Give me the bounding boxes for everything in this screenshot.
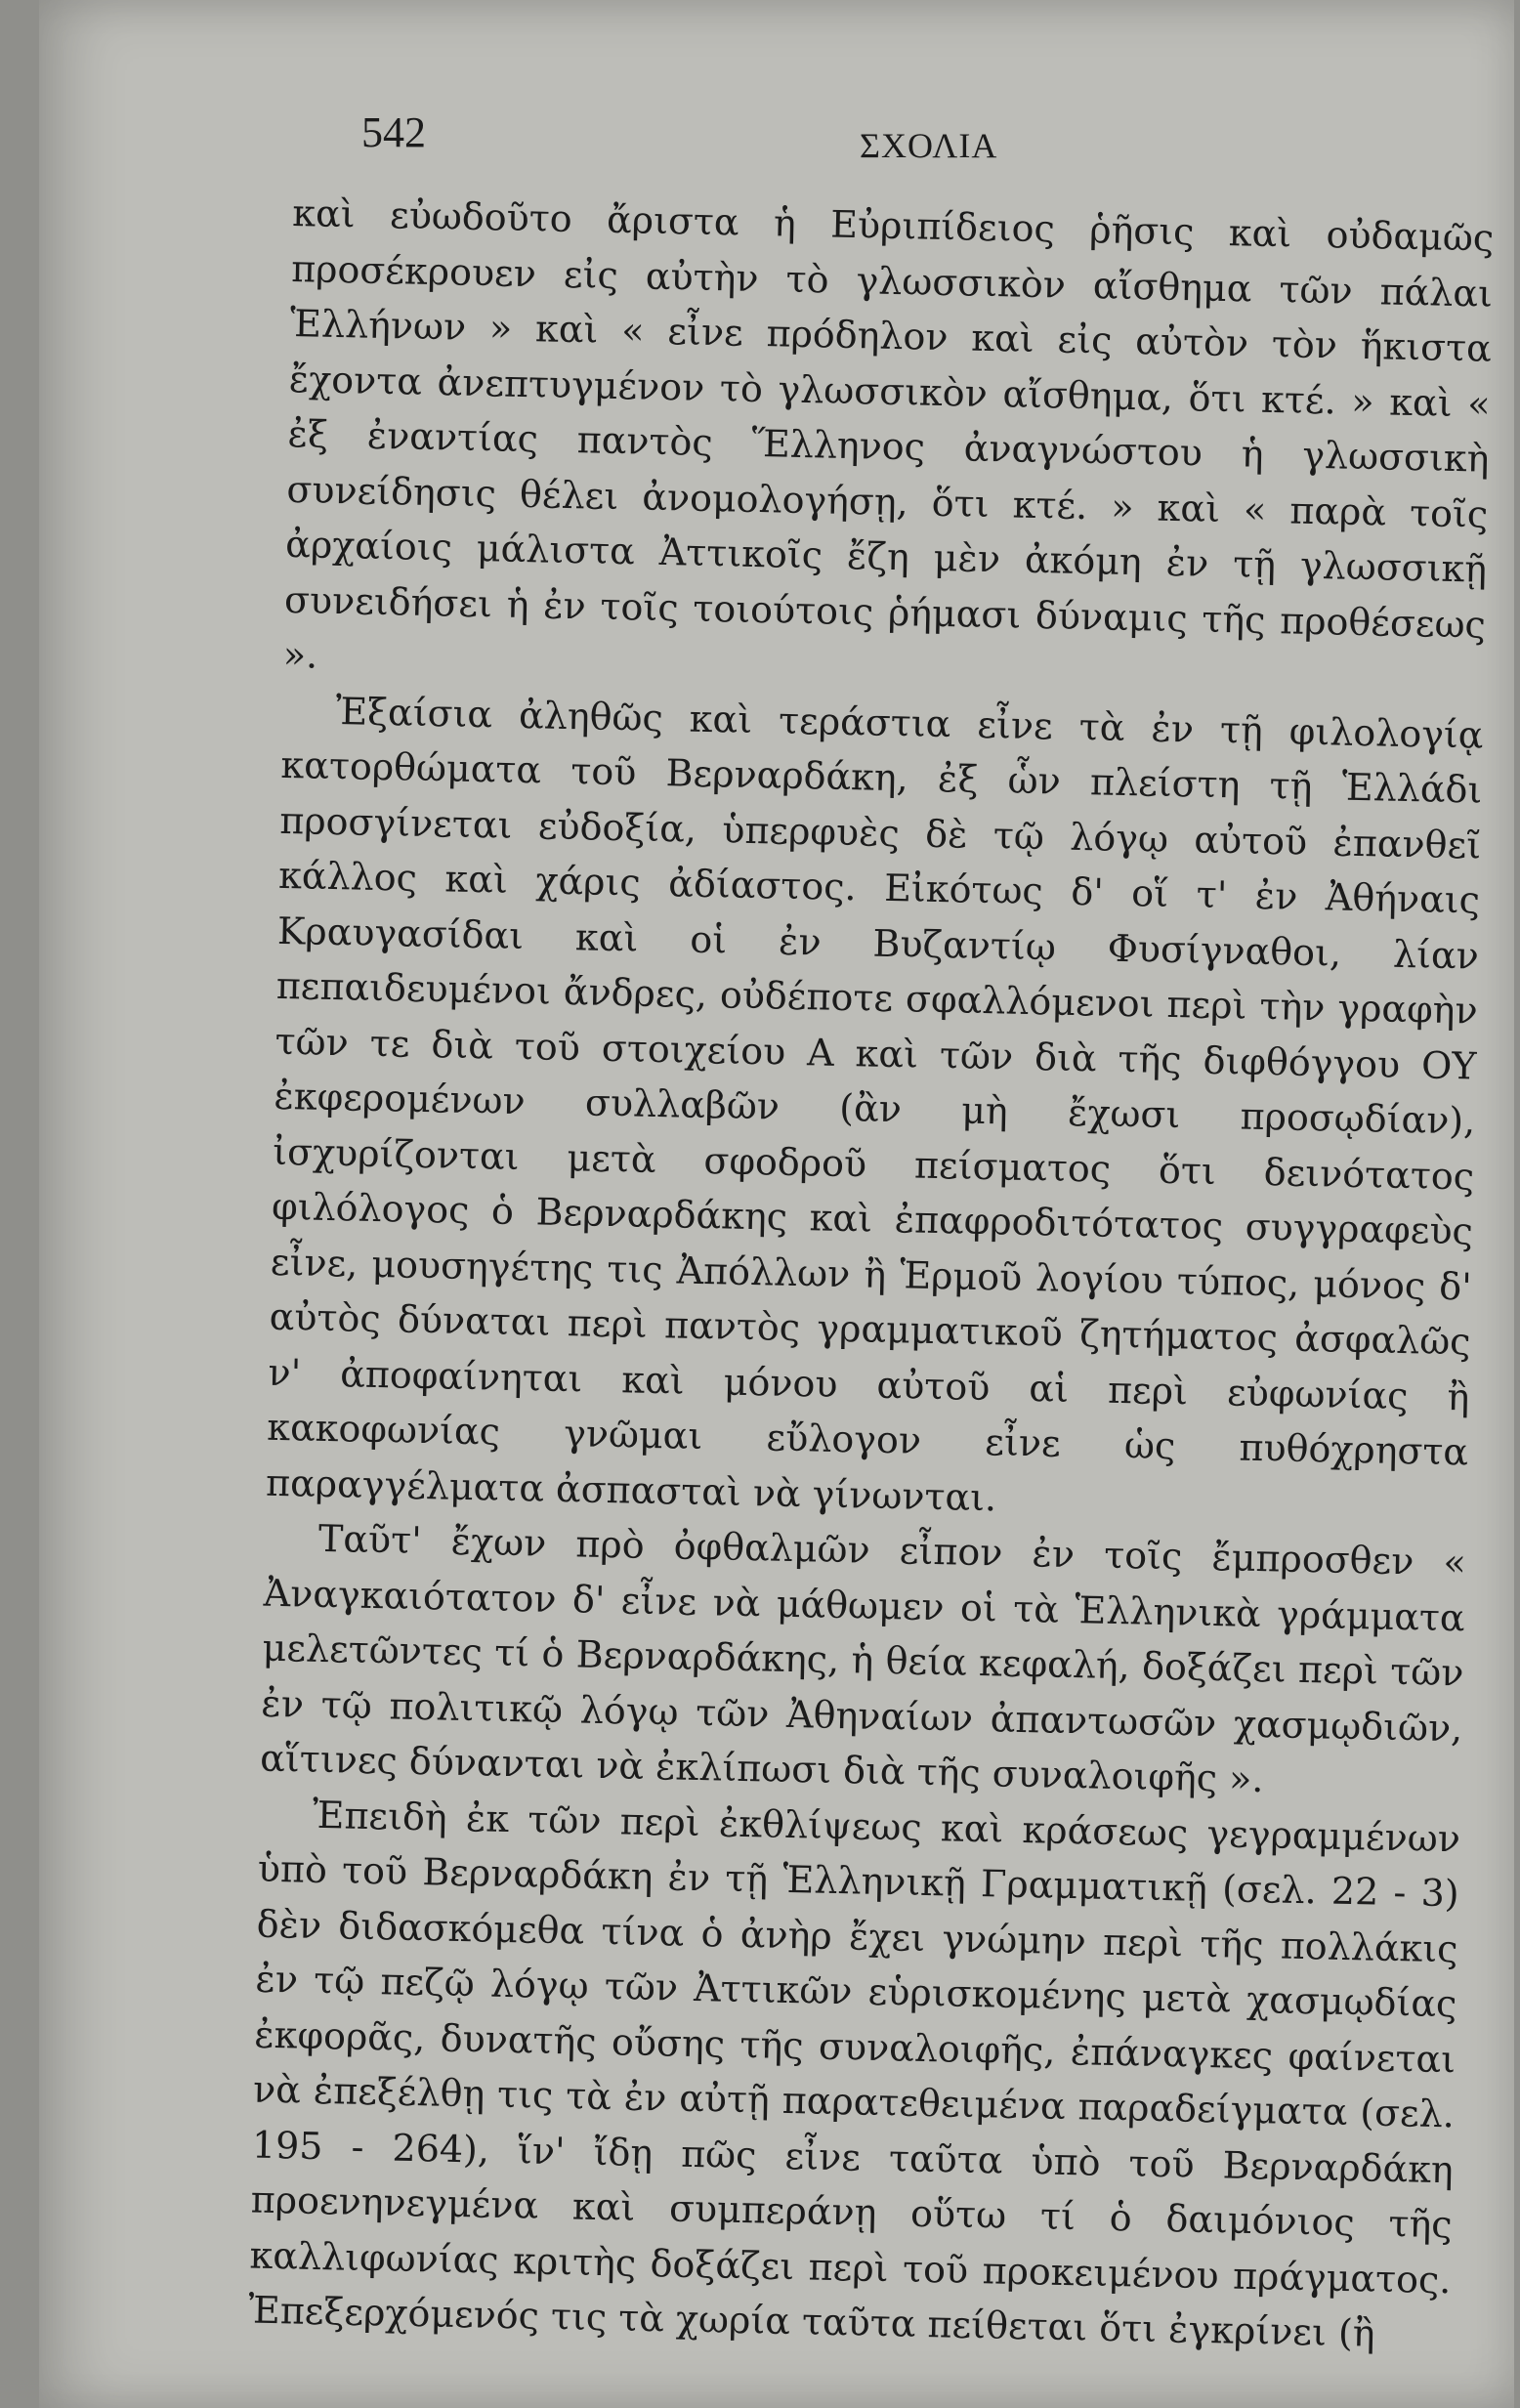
- page-content: [247, 98, 1504, 2355]
- page-header: [293, 98, 1504, 186]
- paragraph: Ἐπειδὴ ἐκ τῶν περὶ ἐκθλίψεως καὶ κράσεως γεγραμμένων ὑπὸ τοῦ Βερναρδάκη ἐν τῇ Ἑλληνικῇ Γραμματικῇ (σελ. 22 - 3) δὲν διδασκόμεθα τίνα ὁ ἀνὴρ ἔχει γνώμην περὶ τῆς πολλάκις ἐν τῷ πεζῷ λόγῳ τῶν Ἀττικῶν εὑρισκομένης μετὰ χασμῳδίας ἐκφορᾶς, δυνατῆς οὔσης τῆς συναλοιφῆς, ἐπάναγκες φαίνεται νὰ ἐπεξέλθῃ τις τὰ ἐν αὐτῇ παρατεθειμένα παραδείγματα (σελ. 195 - 264), ἵν' ἴδῃ πῶς εἶνε ταῦτα ὑπὸ τοῦ Βερναρδάκη προενηνεγμένα καὶ συμπεράνῃ οὕτω τί ὁ δαιμόνιος τῆς καλλιφωνίας κριτὴς δοξάζει περὶ τοῦ προκειμένου πράγματος. Ἐπεξερχόμενός τις τὰ χωρία ταῦτα πείθεται ὅτι ἐγκρίνει (ἢ: [247, 1793, 1461, 2355]
- book-page: [39, 0, 1514, 2408]
- page-body: [248, 186, 1495, 2363]
- page-number: 542: [361, 108, 426, 156]
- paragraph: καὶ εὐωδοῦτο ἄριστα ἡ Εὐριπίδειος ῥῆσις καὶ οὐδαμῶς προσέκρουεν εἰς αὐτὴν τὸ γλωσσικὸν αἴσθημα τῶν πάλαι Ἑλλήνων » καὶ « εἶνε πρόδηλον καὶ εἰς αὐτὸν τὸν ἥκιστα ἔχοντα ἀνεπτυγμένον τὸ γλωσσικὸν αἴσθημα, ὅτι κτέ. » καὶ « ἐξ ἐναντίας παντὸς Ἕλληνος ἀναγνώστου ἡ γλωσσικὴ συνείδησις θέλει ἀνομολογήσῃ, ὅτι κτέ. » καὶ « παρὰ τοῖς ἀρχαίοις μάλιστα Ἀττικοῖς ἔζη μὲν ἀκόμη ἐν τῇ γλωσσικῇ συνειδήσει ἡ ἐν τοῖς τοιούτοις ῥήμασι δύναμις τῆς προθέσεως ».: [282, 190, 1495, 677]
- paragraph: Ταῦτ' ἔχων πρὸ ὀφθαλμῶν εἶπον ἐν τοῖς ἔμπροσθεν « Ἀναγκαιότατον δ' εἶνε νὰ μάθωμεν οἱ τὰ Ἑλληνικὰ γράμματα μελετῶντες τί ὁ Βερναρδάκης, ἡ θεία κεφαλή, δοξάζει περὶ τῶν ἐν τῷ πολιτικῷ λόγῳ τῶν Ἀθηναίων ἀπαντωσῶν χασμῳδιῶν, αἵτινες δύνανται νὰ ἐκλίπωσι διὰ τῆς συναλοιφῆς ».: [259, 1516, 1467, 1801]
- running-title: ΣΧΟΛΙΑ: [860, 126, 998, 165]
- paragraph: Ἐξαίσια ἀληθῶς καὶ τεράστια εἶνε τὰ ἐν τῇ φιλολογίᾳ κατορθώματα τοῦ Βερναρδάκη, ἐξ ὧν πλείστη τῇ Ἑλλάδι προσγίνεται εὐδοξία, ὑπερφυὲς δὲ τῷ λόγῳ αὐτοῦ ἐπανθεῖ κάλλος καὶ χάρις ἀδίαστος. Εἰκότως δ' οἵ τ' ἐν Ἀθήναις Κραυγασίδαι καὶ οἱ ἐν Βυζαντίῳ Φυσίγναθοι, λίαν πεπαιδευμένοι ἄνδρες, οὐδέποτε σφαλλόμενοι περὶ τὴν γραφὴν τῶν τε διὰ τοῦ στοιχείου Α καὶ τῶν διὰ τῆς διφθόγγου ΟΥ ἐκφερομένων συλλαβῶν (ἂν μὴ ἔχωσι προσῳδίαν), ἰσχυρίζονται μετὰ σφοδροῦ πείσματος ὅτι δεινότατος φιλόλογος ὁ Βερναρδάκης καὶ ἐπαφροδιτότατος συγγραφεὺς εἶνε, μουσηγέτης τις Ἀπόλλων ἢ Ἑρμοῦ λογίου τύπος, μόνος δ' αὐτὸς δύναται περὶ παντὸς γραμματικοῦ ζητήματος ἀσφαλῶς ν' ἀποφαίνηται καὶ μόνου αὐτοῦ αἱ περὶ εὐφωνίας ἢ κακοφωνίας γνῶμαι εὔλογον εἶνε ὡς πυθόχρηστα παραγγέλματα ἀσπασταὶ νὰ γίνωνται.: [265, 689, 1484, 1519]
